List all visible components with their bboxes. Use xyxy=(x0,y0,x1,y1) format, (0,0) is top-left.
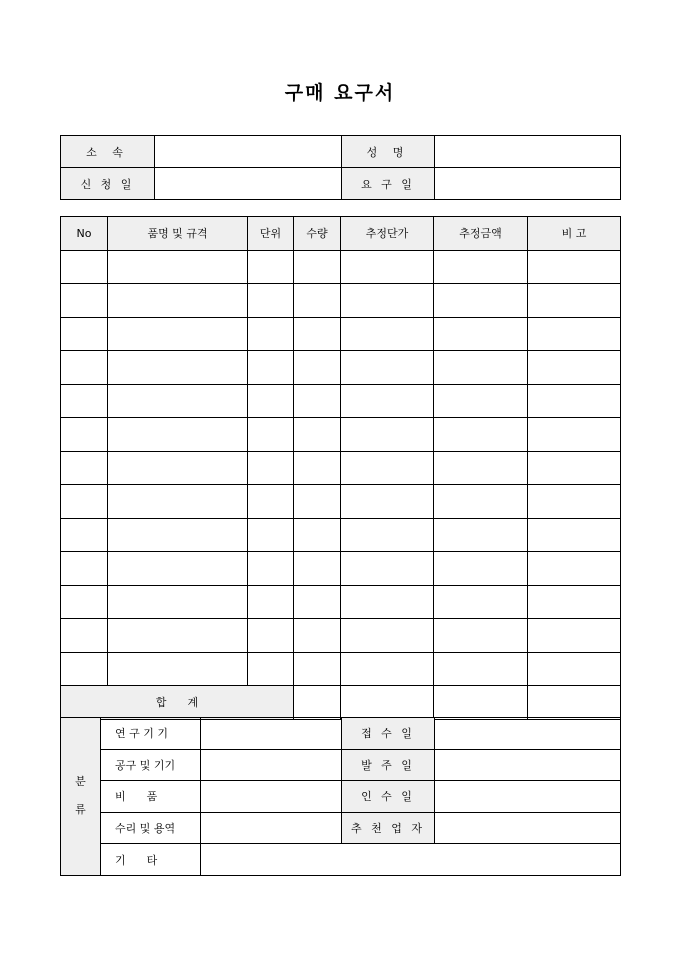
table-cell[interactable] xyxy=(108,284,248,318)
table-cell[interactable] xyxy=(61,451,108,485)
request-date-field[interactable] xyxy=(435,168,621,200)
table-cell[interactable] xyxy=(294,384,341,418)
classification-row xyxy=(61,844,621,876)
table-cell[interactable] xyxy=(528,585,621,619)
column-header: 품명 및 규격 xyxy=(108,217,248,251)
classification-item-label: 기 타 xyxy=(101,844,201,876)
table-row xyxy=(61,250,621,284)
table-row xyxy=(61,652,621,686)
classification-item-field[interactable] xyxy=(201,844,621,876)
record-field[interactable] xyxy=(435,812,621,844)
table-row xyxy=(61,317,621,351)
table-cell[interactable] xyxy=(61,552,108,586)
total-cell[interactable] xyxy=(341,686,434,720)
record-label: 추 천 업 자 xyxy=(342,812,435,844)
table-cell[interactable] xyxy=(528,518,621,552)
table-row xyxy=(61,418,621,452)
table-row xyxy=(61,518,621,552)
table-cell[interactable] xyxy=(294,552,341,586)
table-cell[interactable] xyxy=(108,619,248,653)
table-cell[interactable] xyxy=(341,317,434,351)
table-cell[interactable] xyxy=(294,284,341,318)
table-cell[interactable] xyxy=(294,485,341,519)
table-row xyxy=(61,384,621,418)
classification-item-field[interactable] xyxy=(201,812,342,844)
table-cell[interactable] xyxy=(108,518,248,552)
table-cell[interactable] xyxy=(248,619,294,653)
table-cell[interactable] xyxy=(528,250,621,284)
table-cell[interactable] xyxy=(434,351,528,385)
table-cell[interactable] xyxy=(61,317,108,351)
record-field[interactable] xyxy=(435,781,621,813)
request-date-label: 요 구 일 xyxy=(342,168,435,200)
table-row xyxy=(61,451,621,485)
items-header-row xyxy=(61,217,621,251)
table-cell[interactable] xyxy=(434,485,528,519)
table-cell[interactable] xyxy=(294,418,341,452)
table-cell[interactable] xyxy=(341,619,434,653)
items-table xyxy=(60,216,621,720)
header-row xyxy=(61,136,621,168)
classification-item-label: 연 구 기 기 xyxy=(101,718,201,750)
table-cell[interactable] xyxy=(108,585,248,619)
table-cell[interactable] xyxy=(528,284,621,318)
table-cell[interactable] xyxy=(341,485,434,519)
table-cell[interactable] xyxy=(341,418,434,452)
table-cell[interactable] xyxy=(294,619,341,653)
total-cell[interactable] xyxy=(528,686,621,720)
column-header: 수량 xyxy=(294,217,341,251)
table-cell[interactable] xyxy=(528,485,621,519)
column-header: 비 고 xyxy=(528,217,621,251)
record-field[interactable] xyxy=(435,718,621,750)
classification-row xyxy=(61,812,621,844)
table-cell[interactable] xyxy=(434,384,528,418)
classification-table xyxy=(60,717,621,876)
total-label: 합 계 xyxy=(61,686,294,720)
table-cell[interactable] xyxy=(434,250,528,284)
table-cell[interactable] xyxy=(294,585,341,619)
table-cell[interactable] xyxy=(341,351,434,385)
table-cell[interactable] xyxy=(341,518,434,552)
table-cell[interactable] xyxy=(248,485,294,519)
table-cell[interactable] xyxy=(434,585,528,619)
table-cell[interactable] xyxy=(248,652,294,686)
table-cell[interactable] xyxy=(108,351,248,385)
table-cell[interactable] xyxy=(528,384,621,418)
table-cell[interactable] xyxy=(248,250,294,284)
table-cell[interactable] xyxy=(434,418,528,452)
table-cell[interactable] xyxy=(294,250,341,284)
table-row xyxy=(61,284,621,318)
table-cell[interactable] xyxy=(248,418,294,452)
table-cell[interactable] xyxy=(528,652,621,686)
table-row xyxy=(61,585,621,619)
classification-item-label: 비 품 xyxy=(101,781,201,813)
table-cell[interactable] xyxy=(528,418,621,452)
table-cell[interactable] xyxy=(341,384,434,418)
table-cell[interactable] xyxy=(61,585,108,619)
table-row xyxy=(61,485,621,519)
table-row xyxy=(61,351,621,385)
table-cell[interactable] xyxy=(341,552,434,586)
column-header: 단위 xyxy=(248,217,294,251)
table-cell[interactable] xyxy=(108,418,248,452)
table-cell[interactable] xyxy=(248,552,294,586)
document-title: 구매 요구서 xyxy=(284,82,396,104)
table-cell[interactable] xyxy=(61,518,108,552)
table-cell[interactable] xyxy=(61,619,108,653)
table-cell[interactable] xyxy=(108,552,248,586)
table-cell[interactable] xyxy=(528,351,621,385)
table-cell[interactable] xyxy=(434,619,528,653)
table-cell[interactable] xyxy=(248,284,294,318)
classification-label: 분 류 xyxy=(61,718,101,876)
table-cell[interactable] xyxy=(61,652,108,686)
table-cell[interactable] xyxy=(108,652,248,686)
table-cell[interactable] xyxy=(434,552,528,586)
table-cell[interactable] xyxy=(61,284,108,318)
name-field[interactable] xyxy=(435,136,621,168)
apply-date-label: 신 청 일 xyxy=(61,168,155,200)
table-cell[interactable] xyxy=(434,451,528,485)
table-cell[interactable] xyxy=(528,317,621,351)
classification-item-field[interactable] xyxy=(201,749,342,781)
table-cell[interactable] xyxy=(528,451,621,485)
table-cell[interactable] xyxy=(434,317,528,351)
table-cell[interactable] xyxy=(61,485,108,519)
classification-item-label: 공구 및 기기 xyxy=(101,749,201,781)
affiliation-label: 소 속 xyxy=(61,136,155,168)
record-field[interactable] xyxy=(435,749,621,781)
record-label: 접 수 일 xyxy=(342,718,435,750)
column-header: 추정금액 xyxy=(434,217,528,251)
table-cell[interactable] xyxy=(248,518,294,552)
table-cell[interactable] xyxy=(248,451,294,485)
table-cell[interactable] xyxy=(341,451,434,485)
table-row xyxy=(61,619,621,653)
name-label: 성 명 xyxy=(342,136,435,168)
table-cell[interactable] xyxy=(434,284,528,318)
table-cell[interactable] xyxy=(434,518,528,552)
table-cell[interactable] xyxy=(294,317,341,351)
classification-row xyxy=(61,718,621,750)
total-row xyxy=(61,686,621,720)
table-cell[interactable] xyxy=(528,619,621,653)
table-cell[interactable] xyxy=(248,351,294,385)
record-label: 발 주 일 xyxy=(342,749,435,781)
table-cell[interactable] xyxy=(528,552,621,586)
table-row xyxy=(61,552,621,586)
classification-item-label: 수리 및 용역 xyxy=(101,812,201,844)
affiliation-field[interactable] xyxy=(155,136,342,168)
classification-item-field[interactable] xyxy=(201,718,342,750)
record-label: 인 수 일 xyxy=(342,781,435,813)
table-cell[interactable] xyxy=(294,518,341,552)
table-cell[interactable] xyxy=(248,585,294,619)
classification-item-field[interactable] xyxy=(201,781,342,813)
table-cell[interactable] xyxy=(61,351,108,385)
header-table xyxy=(60,135,621,200)
table-cell[interactable] xyxy=(434,652,528,686)
table-cell[interactable] xyxy=(248,384,294,418)
classification-row xyxy=(61,781,621,813)
table-cell[interactable] xyxy=(61,250,108,284)
table-cell[interactable] xyxy=(108,250,248,284)
classification-row xyxy=(61,749,621,781)
table-cell[interactable] xyxy=(294,652,341,686)
table-cell[interactable] xyxy=(341,585,434,619)
apply-date-field[interactable] xyxy=(155,168,342,200)
table-cell[interactable] xyxy=(108,485,248,519)
table-cell[interactable] xyxy=(248,317,294,351)
table-cell[interactable] xyxy=(341,652,434,686)
total-cell[interactable] xyxy=(434,686,528,720)
table-cell[interactable] xyxy=(108,384,248,418)
total-cell[interactable] xyxy=(294,686,341,720)
table-cell[interactable] xyxy=(294,351,341,385)
table-cell[interactable] xyxy=(61,418,108,452)
header-row xyxy=(61,168,621,200)
table-cell[interactable] xyxy=(61,384,108,418)
table-cell[interactable] xyxy=(341,250,434,284)
table-cell[interactable] xyxy=(108,317,248,351)
column-header: 추정단가 xyxy=(341,217,434,251)
table-cell[interactable] xyxy=(341,284,434,318)
table-cell[interactable] xyxy=(294,451,341,485)
table-cell[interactable] xyxy=(108,451,248,485)
column-header: No xyxy=(61,217,108,251)
